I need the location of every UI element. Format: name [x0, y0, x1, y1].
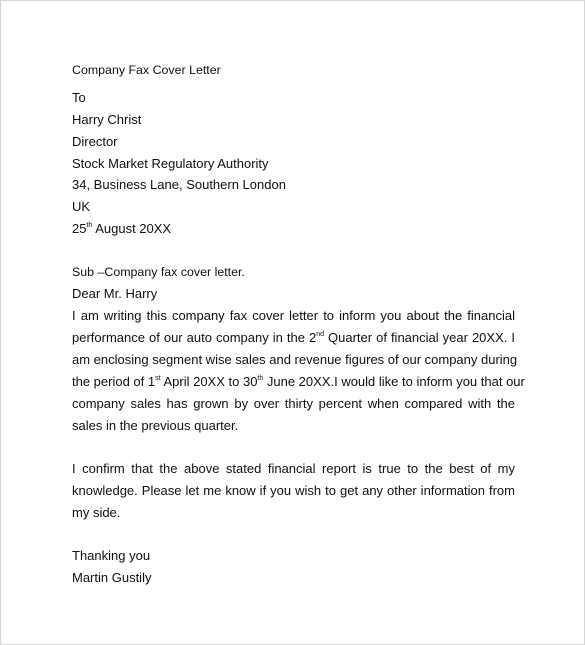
letter-closing: Thanking you [72, 548, 151, 563]
letter-salutation: Dear Mr. Harry [72, 286, 158, 301]
date-rest: August 20XX [92, 221, 172, 236]
body-paragraph-1 [72, 305, 525, 437]
recipient-name: Harry Christ [72, 112, 142, 127]
paragraph-line: performance of our auto company in the 2nd Quarter of financial year 20XX. I [72, 330, 515, 345]
paragraph-line: I confirm that the above stated financial report is true to the best of my [72, 461, 515, 476]
recipient-organization: Stock Market Regulatory Authority [72, 156, 269, 171]
body-paragraph-2 [72, 458, 515, 524]
letter-subject: Sub –Company fax cover letter. [72, 265, 245, 279]
letter-date [72, 218, 171, 240]
to-label: To [72, 90, 86, 105]
paragraph-line: knowledge. Please let me know if you wish to get any other information from [72, 483, 515, 498]
recipient-country: UK [72, 199, 91, 214]
recipient-address: 34, Business Lane, Southern London [72, 177, 286, 192]
paragraph-line: I am writing this company fax cover letter to inform you about the financial [72, 308, 515, 323]
letter-title: Company Fax Cover Letter [72, 63, 221, 77]
paragraph-line: the period of 1st April 20XX to 30th June 20XX.I would like to inform you that our [72, 374, 525, 389]
recipient-title: Director [72, 134, 118, 149]
paragraph-line: my side. [72, 505, 121, 520]
date-suffix: th [86, 221, 93, 229]
paragraph-line: company sales has grown by over thirty percent when compared with the [72, 396, 515, 411]
letter-signature: Martin Gustily [72, 570, 152, 585]
paragraph-line: am enclosing segment wise sales and revenue figures of our company during [72, 352, 518, 367]
date-day: 25 [72, 221, 87, 236]
paragraph-line: sales in the previous quarter. [72, 418, 239, 433]
